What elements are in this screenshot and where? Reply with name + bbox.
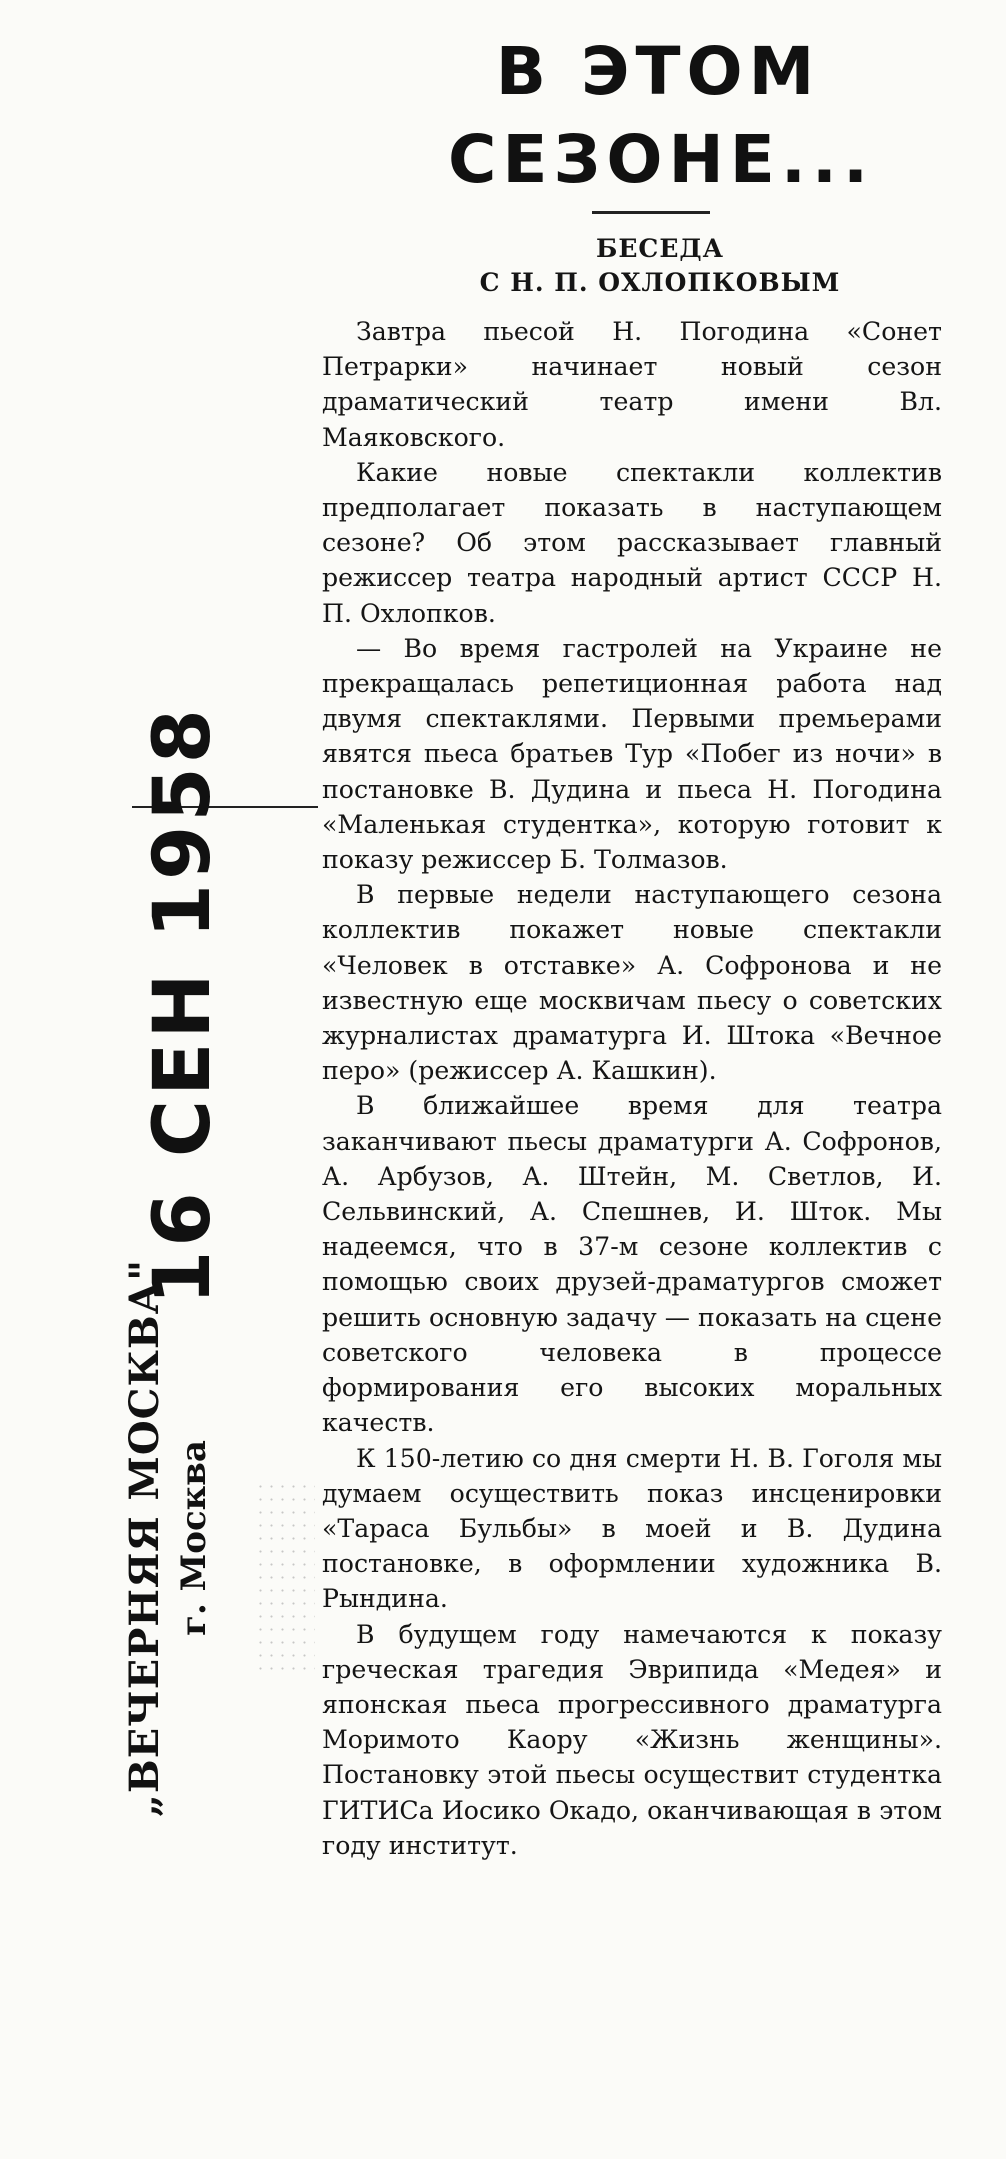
print-dots bbox=[255, 1480, 315, 1680]
article-paragraph-3: — Во время гастролей на Украине не прекращалась репетиционная работа над двумя спектаклями. Первыми премьерами явятся пьеса братьев Тур «Побег из ночи» в постановке В. Дудина и пьеса Н. Погодина «Маленькая студентка», которую готовит к показу режиссер Б. Толмазов. bbox=[322, 633, 942, 875]
city-stamp: г. Москва bbox=[174, 1440, 214, 1636]
article-paragraph-7: В будущем году намечаются к показу греческая трагедия Эврипида «Медея» и японская пьеса прогрессивного драматурга Моримото Каору «Жизнь женщины». Постановку этой пьесы осуществит студентка ГИТИСа Иосико Окадо, оканчивающая в этом году институт. bbox=[322, 1619, 942, 1860]
newspaper-name-stamp: „ВЕЧЕРНЯЯ МОСКВА" bbox=[121, 1258, 168, 1818]
subhead-line-2: С Н. П. ОХЛОПКОВЫМ bbox=[479, 268, 841, 297]
article-paragraph-2: Какие новые спектакли коллектив предполагает показать в наступающем сезоне? Об этом рассказывает главный режиссер театра народный артист СССР Н. П. Охлопков. bbox=[322, 457, 942, 628]
article-subhead bbox=[400, 232, 920, 300]
article-paragraph-6: К 150-летию со дня смерти Н. В. Гоголя мы думаем осуществить показ инсценировки «Тараса Бульбы» в моей и В. Дудина постановке, в оформлении художника В. Рындина. bbox=[322, 1443, 942, 1614]
headline-line-2: СЕЗОНЕ... bbox=[448, 121, 875, 198]
date-stamp: 16 СЕН 1958 bbox=[138, 705, 228, 1305]
article-body bbox=[322, 314, 942, 1863]
article-paragraph-1: Завтра пьесой Н. Погодина «Сонет Петрарки» начинает новый сезон драматический театр имени Вл. Маяковского. bbox=[322, 317, 942, 452]
headline-divider bbox=[592, 211, 710, 214]
source-stamp bbox=[119, 1259, 217, 1817]
article-paragraph-4: В первые недели наступающего сезона коллектив покажет новые спектакли «Человек в отставке» А. Софронова и не известную еще москвичам пьесу о советских журналистах драматурга И. Штока «Вечное перо» (режиссер А. Кашкин). bbox=[322, 880, 942, 1086]
article-headline bbox=[448, 28, 875, 204]
article-paragraph-5: В ближайшее время для театра заканчивают пьесы драматурги А. Софронов, А. Арбузов, А. Штейн, М. Светлов, И. Сельвинский, А. Спешнев, И. Шток. Мы надеемся, что в 37-м сезоне коллектив с помощью своих друзей-драматургов сможет решить основную задачу — показать на сцене советского человека в процессе формирования его высоких моральных качеств. bbox=[322, 1091, 942, 1438]
headline-line-1: В ЭТОМ bbox=[495, 33, 821, 110]
subhead-line-1: БЕСЕДА bbox=[596, 234, 724, 263]
